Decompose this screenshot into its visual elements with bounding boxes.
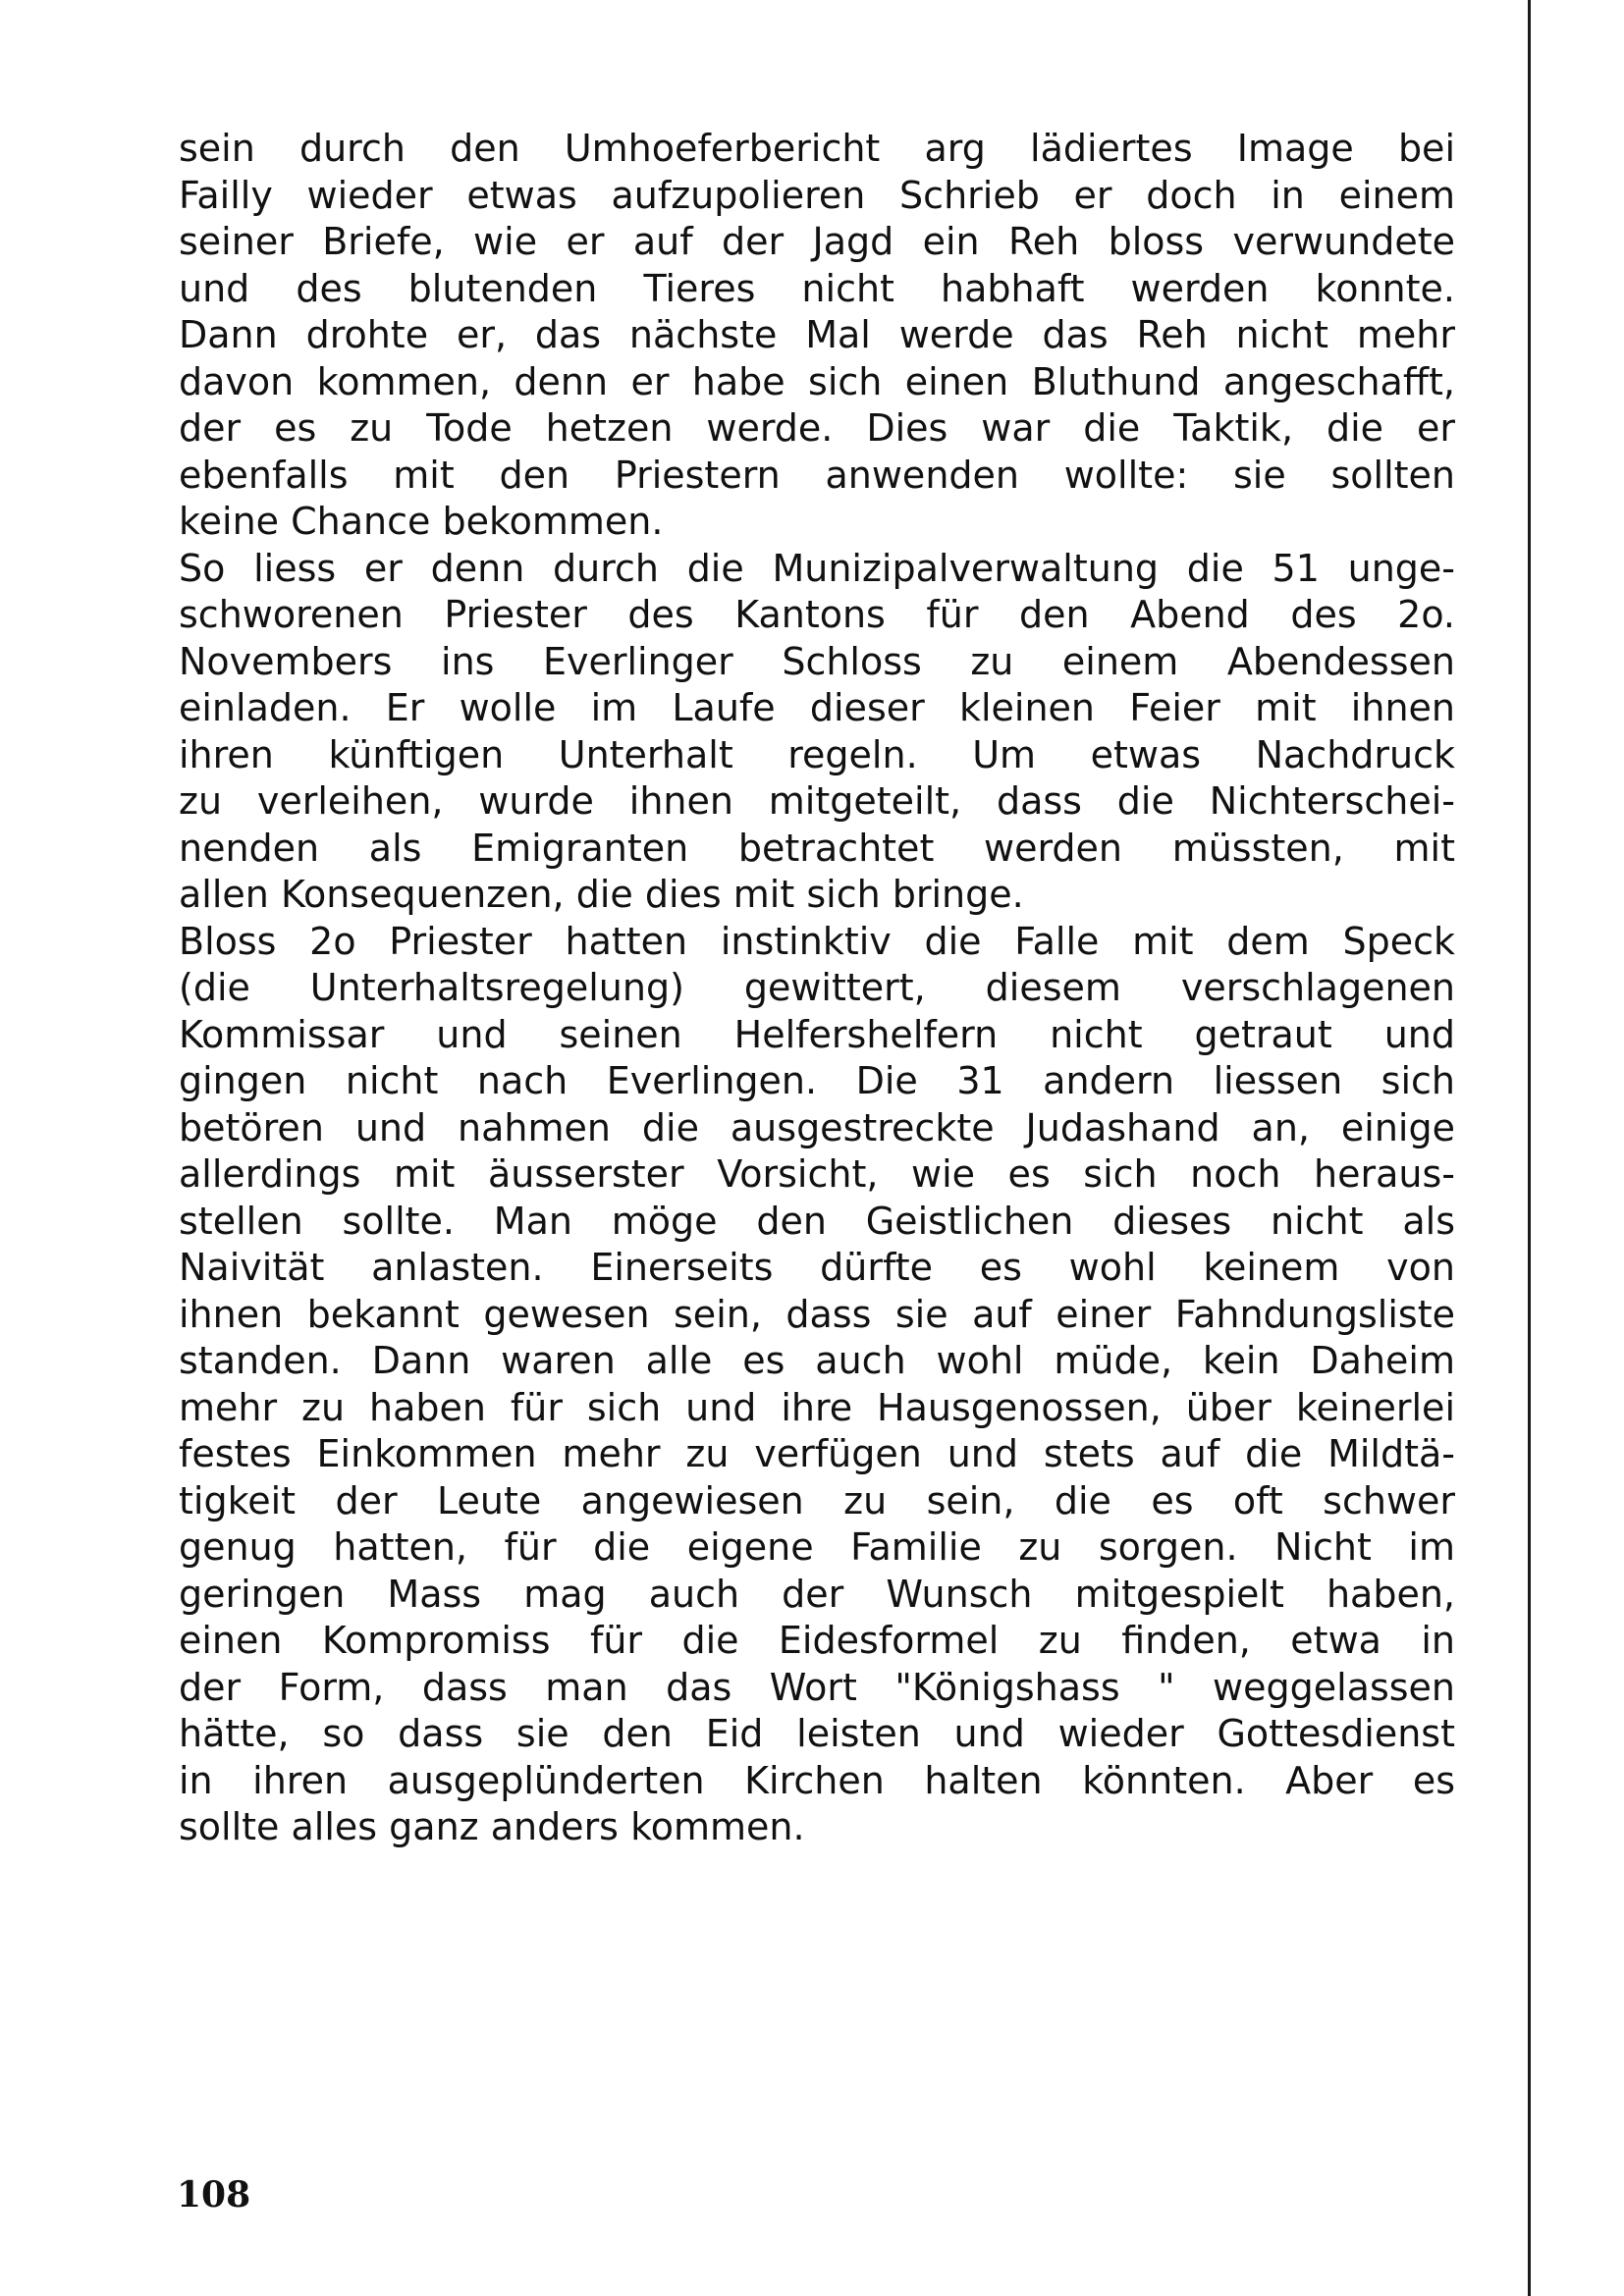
body-text: [179, 126, 1455, 1851]
text-line: sein durch den Umhoeferbericht arg lädiertes Image bei: [179, 127, 1455, 170]
page-edge-line: [1528, 0, 1531, 2296]
text-line: ihren künftigen Unterhalt regeln. Um etwas Nachdruck: [179, 732, 1455, 776]
text-line: Novembers ins Everlinger Schloss zu einem Abendessen: [179, 639, 1455, 683]
text-line: in ihren ausgeplünderten Kirchen halten könnten. Aber es: [179, 1758, 1455, 1802]
text-line: gingen nicht nach Everlingen. Die 31 andern liessen sich: [179, 1059, 1455, 1102]
text-line: davon kommen, denn er habe sich einen Bluthund angeschafft,: [179, 359, 1455, 403]
text-line: mehr zu haben für sich und ihre Hausgenossen, über keinerlei: [179, 1385, 1455, 1429]
page-number: 108: [177, 2174, 251, 2216]
text-line: geringen Mass mag auch der Wunsch mitgespielt haben,: [179, 1572, 1455, 1616]
text-line: ebenfalls mit den Priestern anwenden wollte: sie sollten: [179, 453, 1455, 497]
text-line: der es zu Tode hetzen werde. Dies war die Taktik, die er: [179, 406, 1455, 450]
text-line: Failly wieder etwas aufzupolieren Schrieb er doch in einem: [179, 173, 1455, 217]
text-line: nenden als Emigranten betrachtet werden müssten, mit: [179, 826, 1455, 870]
text-line: der Form, dass man das Wort "Königshass " weggelassen: [179, 1665, 1455, 1709]
text-line: ihnen bekannt gewesen sein, dass sie auf einer Fahndungsliste: [179, 1292, 1455, 1336]
text-line: Bloss 2o Priester hatten instinktiv die Falle mit dem Speck: [179, 919, 1455, 963]
text-line: betören und nahmen die ausgestreckte Judashand an, einige: [179, 1105, 1455, 1149]
text-line: zu verleihen, wurde ihnen mitgeteilt, dass die Nichterschei-: [179, 779, 1455, 823]
text-line: einladen. Er wolle im Laufe dieser kleinen Feier mit ihnen: [179, 686, 1455, 729]
text-line: genug hatten, für die eigene Familie zu sorgen. Nicht im: [179, 1525, 1455, 1569]
text-line: (die Unterhaltsregelung) gewittert, diesem verschlagenen: [179, 966, 1455, 1009]
text-line: schworenen Priester des Kantons für den Abend des 2o.: [179, 593, 1455, 636]
text-line: Dann drohte er, das nächste Mal werde das Reh nicht mehr: [179, 313, 1455, 356]
text-line: und des blutenden Tieres nicht habhaft werden konnte.: [179, 266, 1455, 310]
text-line: hätte, so dass sie den Eid leisten und wieder Gottesdienst: [179, 1712, 1455, 1755]
text-line: seiner Briefe, wie er auf der Jagd ein Reh bloss verwundete: [179, 220, 1455, 263]
text-line: tigkeit der Leute angewiesen zu sein, die es oft schwer: [179, 1478, 1455, 1522]
text-line: stellen sollte. Man möge den Geistlichen dieses nicht als: [179, 1199, 1455, 1243]
text-line: Naivität anlasten. Einerseits dürfte es wohl keinem von: [179, 1246, 1455, 1289]
text-line: allerdings mit äusserster Vorsicht, wie es sich noch heraus-: [179, 1152, 1455, 1196]
text-line: Kommissar und seinen Helfershelfern nicht getraut und: [179, 1012, 1455, 1056]
text-line: festes Einkommen mehr zu verfügen und stets auf die Mildtä-: [179, 1432, 1455, 1475]
text-line: sollte alles ganz anders kommen.: [179, 1805, 805, 1848]
text-line: standen. Dann waren alle es auch wohl müde, kein Daheim: [179, 1339, 1455, 1382]
text-line: So liess er denn durch die Munizipalverwaltung die 51 unge-: [179, 546, 1455, 590]
text-line: keine Chance bekommen.: [179, 500, 664, 543]
text-line: einen Kompromiss für die Eidesformel zu finden, etwa in: [179, 1619, 1455, 1662]
text-line: allen Konsequenzen, die dies mit sich bringe.: [179, 873, 1024, 916]
